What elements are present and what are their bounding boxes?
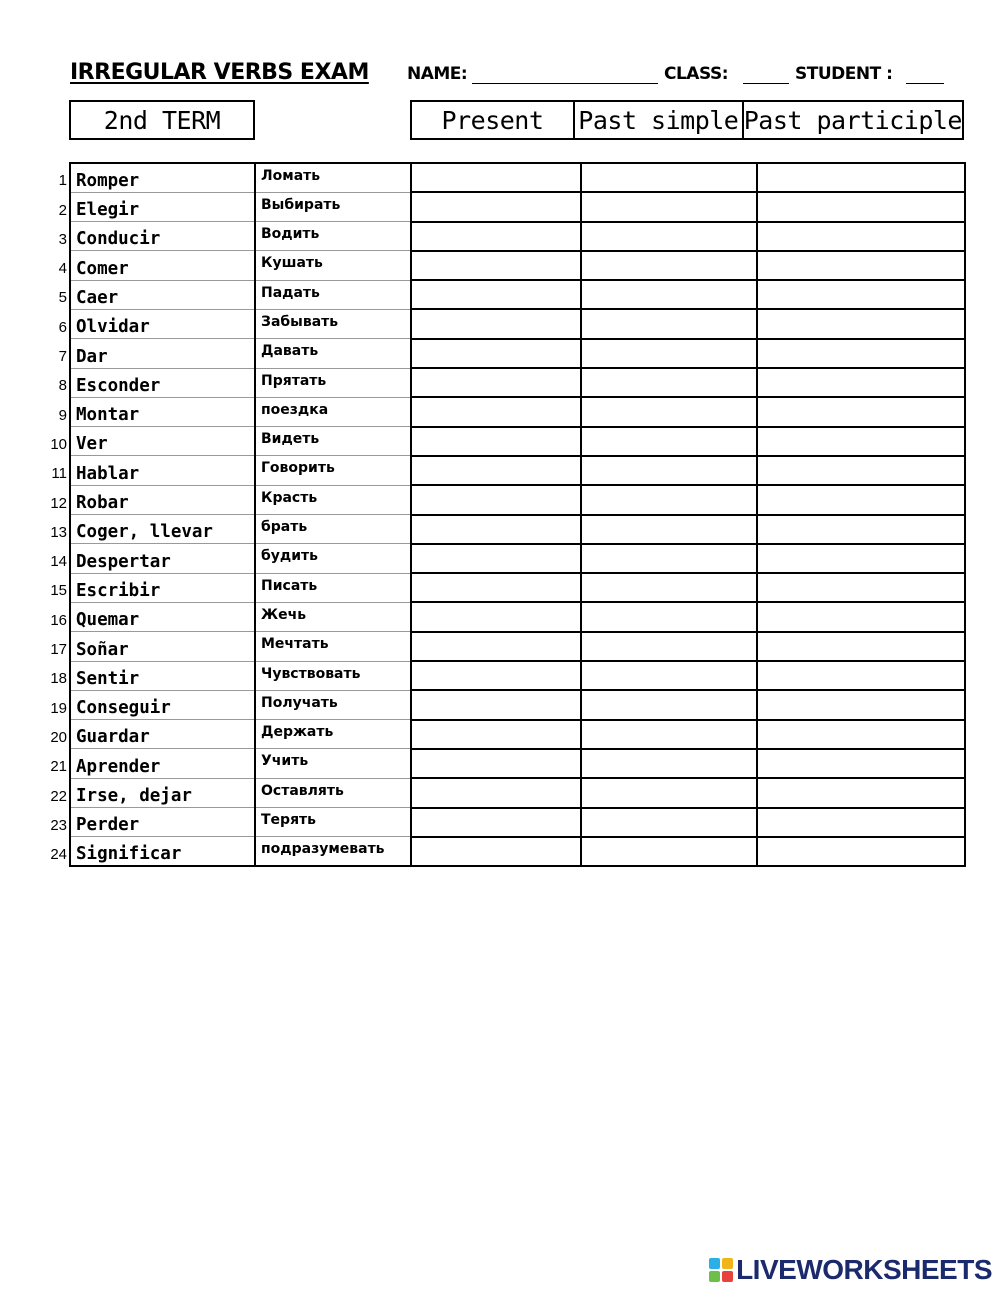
past-participle-answer-field[interactable] <box>757 778 965 807</box>
name-field[interactable] <box>472 83 658 84</box>
spanish-verb: Dar <box>70 339 255 368</box>
past-simple-answer-field[interactable] <box>581 280 757 309</box>
table-row <box>70 485 965 514</box>
table-row <box>70 427 965 456</box>
present-answer-field[interactable] <box>411 427 581 456</box>
present-answer-field[interactable] <box>411 808 581 837</box>
past-simple-answer-field[interactable] <box>581 690 757 719</box>
russian-translation: Водить <box>255 222 411 251</box>
row-number: 2 <box>58 201 67 219</box>
russian-translation: Получать <box>255 690 411 719</box>
row-number: 11 <box>51 465 67 483</box>
past-participle-answer-field[interactable] <box>757 573 965 602</box>
spanish-verb: Romper <box>70 163 255 192</box>
past-participle-answer-field[interactable] <box>757 251 965 280</box>
present-answer-field[interactable] <box>411 720 581 749</box>
present-answer-field[interactable] <box>411 485 581 514</box>
verb-table <box>69 162 966 867</box>
row-number: 18 <box>50 670 67 688</box>
past-simple-answer-field[interactable] <box>581 837 757 866</box>
spanish-verb: Soñar <box>70 632 255 661</box>
present-answer-field[interactable] <box>411 837 581 866</box>
row-number: 3 <box>58 230 67 248</box>
present-answer-field[interactable] <box>411 280 581 309</box>
russian-translation: Терять <box>255 808 411 837</box>
present-answer-field[interactable] <box>411 573 581 602</box>
past-simple-answer-field[interactable] <box>581 456 757 485</box>
table-row <box>70 778 965 807</box>
russian-translation: Кушать <box>255 251 411 280</box>
spanish-verb: Escribir <box>70 573 255 602</box>
table-row <box>70 515 965 544</box>
column-headers <box>410 100 964 140</box>
table-row <box>70 397 965 426</box>
past-simple-answer-field[interactable] <box>581 485 757 514</box>
past-participle-answer-field[interactable] <box>757 339 965 368</box>
russian-translation: Чувствовать <box>255 661 411 690</box>
spanish-verb: Significar <box>70 837 255 866</box>
name-label: NAME: <box>407 64 468 84</box>
logo-block <box>722 1271 733 1282</box>
past-participle-answer-field[interactable] <box>757 515 965 544</box>
spanish-verb: Sentir <box>70 661 255 690</box>
table-row <box>70 163 965 192</box>
present-answer-field[interactable] <box>411 192 581 221</box>
present-answer-field[interactable] <box>411 222 581 251</box>
russian-translation: Учить <box>255 749 411 778</box>
past-simple-answer-field[interactable] <box>581 573 757 602</box>
row-number: 20 <box>50 728 67 746</box>
term-box: 2nd TERM <box>69 100 255 140</box>
spanish-verb: Olvidar <box>70 309 255 338</box>
row-number: 24 <box>50 846 67 864</box>
past-simple-answer-field[interactable] <box>581 632 757 661</box>
present-answer-field[interactable] <box>411 632 581 661</box>
table-row <box>70 280 965 309</box>
column-header-past-simple: Past simple <box>575 102 744 138</box>
russian-translation: Прятать <box>255 368 411 397</box>
column-header-present: Present <box>412 102 575 138</box>
past-simple-answer-field[interactable] <box>581 163 757 192</box>
row-number: 13 <box>50 523 67 541</box>
present-answer-field[interactable] <box>411 339 581 368</box>
class-field[interactable] <box>743 83 789 84</box>
past-simple-answer-field[interactable] <box>581 749 757 778</box>
spanish-verb: Despertar <box>70 544 255 573</box>
row-number: 23 <box>50 816 67 834</box>
logo-blocks-icon <box>709 1258 733 1282</box>
row-number: 8 <box>58 377 67 395</box>
past-simple-answer-field[interactable] <box>581 251 757 280</box>
russian-translation: Жечь <box>255 602 411 631</box>
table-row <box>70 368 965 397</box>
past-participle-answer-field[interactable] <box>757 485 965 514</box>
russian-translation: Падать <box>255 280 411 309</box>
liveworksheets-logo <box>709 1255 992 1285</box>
table-row <box>70 690 965 719</box>
row-number: 17 <box>50 641 67 659</box>
row-number: 5 <box>58 289 67 307</box>
past-participle-answer-field[interactable] <box>757 456 965 485</box>
table-row <box>70 309 965 338</box>
table-row <box>70 661 965 690</box>
past-participle-answer-field[interactable] <box>757 280 965 309</box>
class-label: CLASS: <box>664 64 728 84</box>
student-field[interactable] <box>906 83 944 84</box>
past-simple-answer-field[interactable] <box>581 427 757 456</box>
past-simple-answer-field[interactable] <box>581 661 757 690</box>
row-number: 14 <box>50 553 67 571</box>
past-participle-answer-field[interactable] <box>757 163 965 192</box>
present-answer-field[interactable] <box>411 515 581 544</box>
past-simple-answer-field[interactable] <box>581 222 757 251</box>
row-number: 22 <box>50 787 67 805</box>
present-answer-field[interactable] <box>411 544 581 573</box>
russian-translation: Говорить <box>255 456 411 485</box>
spanish-verb: Comer <box>70 251 255 280</box>
past-simple-answer-field[interactable] <box>581 544 757 573</box>
past-simple-answer-field[interactable] <box>581 602 757 631</box>
table-row <box>70 544 965 573</box>
present-answer-field[interactable] <box>411 661 581 690</box>
spanish-verb: Robar <box>70 485 255 514</box>
table-row <box>70 808 965 837</box>
table-row <box>70 749 965 778</box>
table-row <box>70 602 965 631</box>
row-number: 10 <box>50 435 67 453</box>
present-answer-field[interactable] <box>411 163 581 192</box>
spanish-verb: Irse, dejar <box>70 778 255 807</box>
student-label: STUDENT : <box>795 64 893 84</box>
column-header-past-participle: Past participle <box>743 105 962 135</box>
logo-block <box>722 1258 733 1269</box>
past-participle-answer-field[interactable] <box>757 661 965 690</box>
russian-translation: Держать <box>255 720 411 749</box>
logo-text: LIVEWORKSHEETS <box>736 1254 992 1285</box>
russian-translation: Мечтать <box>255 632 411 661</box>
spanish-verb: Perder <box>70 808 255 837</box>
table-row <box>70 837 965 866</box>
past-simple-answer-field[interactable] <box>581 339 757 368</box>
row-number: 1 <box>58 172 67 190</box>
logo-block <box>709 1271 720 1282</box>
past-simple-answer-field[interactable] <box>581 368 757 397</box>
spanish-verb: Elegir <box>70 192 255 221</box>
past-simple-answer-field[interactable] <box>581 808 757 837</box>
row-number: 4 <box>58 260 67 278</box>
past-participle-answer-field[interactable] <box>757 749 965 778</box>
spanish-verb: Conseguir <box>70 690 255 719</box>
past-simple-answer-field[interactable] <box>581 778 757 807</box>
past-participle-answer-field[interactable] <box>757 368 965 397</box>
row-number: 21 <box>50 758 67 776</box>
spanish-verb: Hablar <box>70 456 255 485</box>
russian-translation: Писать <box>255 573 411 602</box>
russian-translation: Выбирать <box>255 192 411 221</box>
row-number: 12 <box>50 494 67 512</box>
spanish-verb: Esconder <box>70 368 255 397</box>
past-participle-answer-field[interactable] <box>757 690 965 719</box>
spanish-verb: Conducir <box>70 222 255 251</box>
present-answer-field[interactable] <box>411 397 581 426</box>
table-row <box>70 456 965 485</box>
spanish-verb: Guardar <box>70 720 255 749</box>
present-answer-field[interactable] <box>411 778 581 807</box>
past-participle-answer-field[interactable] <box>757 837 965 866</box>
row-numbers <box>30 162 68 865</box>
table-row <box>70 720 965 749</box>
past-participle-answer-field[interactable] <box>757 720 965 749</box>
table-row <box>70 339 965 368</box>
table-row <box>70 573 965 602</box>
russian-translation: брать <box>255 515 411 544</box>
spanish-verb: Aprender <box>70 749 255 778</box>
row-number: 16 <box>50 611 67 629</box>
past-participle-answer-field[interactable] <box>757 808 965 837</box>
past-simple-answer-field[interactable] <box>581 720 757 749</box>
past-participle-answer-field[interactable] <box>757 192 965 221</box>
russian-translation: Давать <box>255 339 411 368</box>
row-number: 7 <box>58 348 67 366</box>
row-number: 9 <box>58 406 67 424</box>
present-answer-field[interactable] <box>411 368 581 397</box>
past-participle-answer-field[interactable] <box>757 632 965 661</box>
past-simple-answer-field[interactable] <box>581 515 757 544</box>
row-number: 19 <box>50 699 67 717</box>
spanish-verb: Montar <box>70 397 255 426</box>
table-row <box>70 251 965 280</box>
past-participle-answer-field[interactable] <box>757 602 965 631</box>
past-participle-answer-field[interactable] <box>757 222 965 251</box>
russian-translation: Видеть <box>255 427 411 456</box>
table-row <box>70 192 965 221</box>
present-answer-field[interactable] <box>411 690 581 719</box>
table-row <box>70 632 965 661</box>
row-number: 15 <box>50 582 67 600</box>
past-participle-answer-field[interactable] <box>757 544 965 573</box>
past-participle-answer-field[interactable] <box>757 427 965 456</box>
russian-translation: Забывать <box>255 309 411 338</box>
spanish-verb: Quemar <box>70 602 255 631</box>
russian-translation: Ломать <box>255 163 411 192</box>
past-participle-answer-field[interactable] <box>757 309 965 338</box>
present-answer-field[interactable] <box>411 749 581 778</box>
past-participle-answer-field[interactable] <box>757 397 965 426</box>
present-answer-field[interactable] <box>411 602 581 631</box>
spanish-verb: Ver <box>70 427 255 456</box>
past-simple-answer-field[interactable] <box>581 309 757 338</box>
russian-translation: Оставлять <box>255 778 411 807</box>
present-answer-field[interactable] <box>411 456 581 485</box>
russian-translation: будить <box>255 544 411 573</box>
present-answer-field[interactable] <box>411 309 581 338</box>
russian-translation: подразумевать <box>255 837 411 866</box>
row-number: 6 <box>58 318 67 336</box>
table-row <box>70 222 965 251</box>
spanish-verb: Coger, llevar <box>70 515 255 544</box>
russian-translation: поездка <box>255 397 411 426</box>
past-simple-answer-field[interactable] <box>581 192 757 221</box>
past-simple-answer-field[interactable] <box>581 397 757 426</box>
exam-title: IRREGULAR VERBS EXAM <box>70 60 369 85</box>
present-answer-field[interactable] <box>411 251 581 280</box>
spanish-verb: Caer <box>70 280 255 309</box>
russian-translation: Красть <box>255 485 411 514</box>
logo-block <box>709 1258 720 1269</box>
